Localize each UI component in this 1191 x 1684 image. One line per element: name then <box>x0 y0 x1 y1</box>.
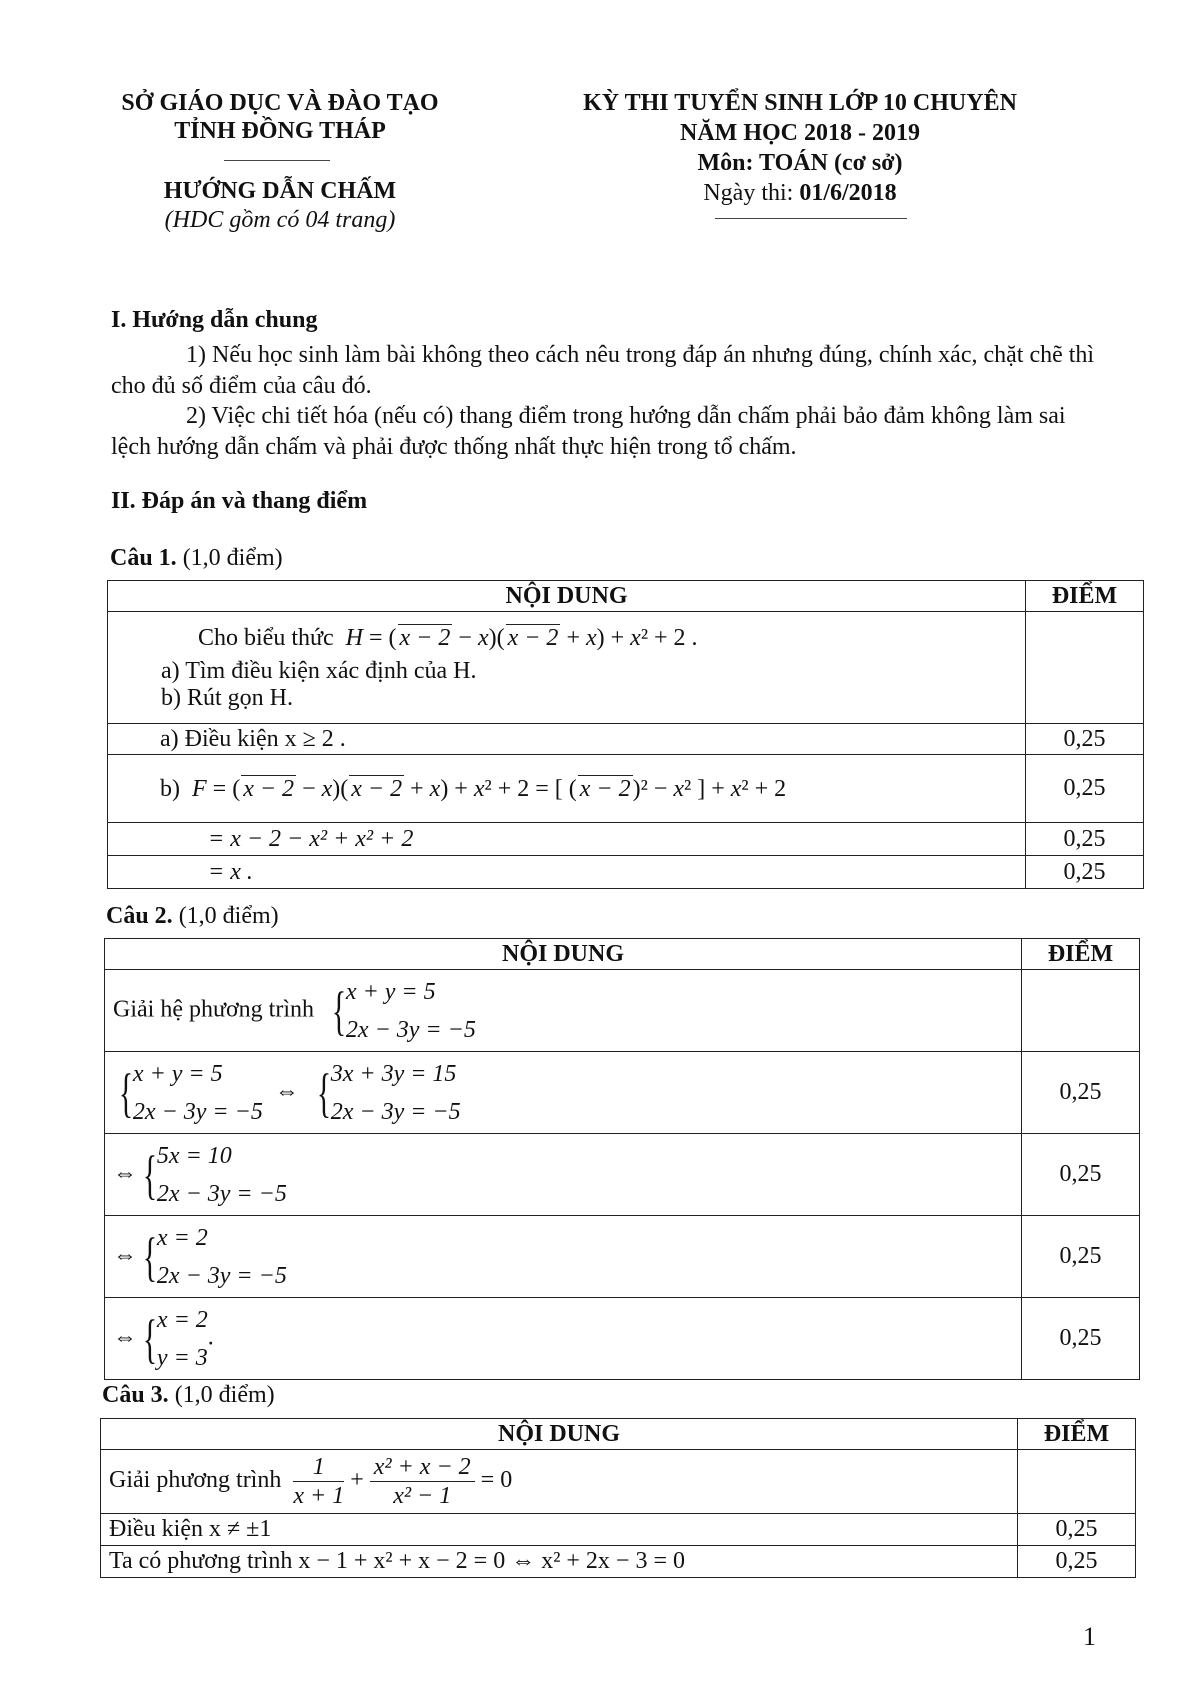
q1-table <box>107 580 1144 889</box>
section-1-para-2: 2) Việc chi tiết hóa (nếu có) thang điểm trong hướng dẫn chấm phải bảo đảm không làm sai lệch hướng dẫn chấm và phải được thống nhất thực hiện trong tổ chấm. <box>111 403 1066 460</box>
q2-step-4-score: 0,25 <box>1022 1298 1140 1380</box>
q1-prompt-text: Cho biểu thức <box>198 624 334 651</box>
q3-header-score: ĐIỂM <box>1018 1419 1136 1450</box>
q2-step-1-score: 0,25 <box>1022 1052 1140 1134</box>
q3-cond-score: 0,25 <box>1018 1514 1136 1546</box>
q3-fraction-2: $\frac{\text{x² + x − 2}}{\text{x² − 1}}$ <box>370 1453 475 1510</box>
q2-step-3-content: ⇔ { x = 2 2x − 3y = −5 <box>105 1216 1022 1298</box>
dept-line-1: SỞ GIÁO DỤC VÀ ĐÀO TẠO <box>121 90 439 116</box>
q2-step-3 <box>105 1216 1140 1298</box>
q1-row-a <box>108 724 1144 755</box>
q2-step-3-eq1: x = 2 <box>156 1224 208 1251</box>
q2-step-1-left-eq2: 2x − 3y = −5 <box>132 1098 263 1125</box>
q3-heading <box>102 1382 275 1409</box>
q3-row-step <box>101 1546 1136 1578</box>
q2-step-2-content: ⇔ { 5x = 10 2x − 3y = −5 <box>105 1134 1022 1216</box>
q2-step-3-eq2: 2x − 3y = −5 <box>156 1262 287 1289</box>
section-1-para-1: 1) Nếu học sinh làm bài không theo cách nêu trong đáp án nhưng đúng, chính xác, chặt chẽ thì cho đủ số điểm của câu đó. <box>111 342 1095 399</box>
q1-row-c <box>108 823 1144 856</box>
q1-points: (1,0 điểm) <box>182 545 283 571</box>
q1-heading <box>110 545 283 572</box>
q2-step-2-eq1: 5x = 10 <box>156 1142 232 1169</box>
q1-prompt-score <box>1026 612 1144 724</box>
header-rule-right <box>715 218 907 219</box>
q2-step-4-eq1: x = 2 <box>156 1306 208 1333</box>
q2-header-content: NỘI DUNG <box>105 939 1022 970</box>
q2-step-1-right-eq2: 2x − 3y = −5 <box>330 1098 461 1125</box>
q2-system-eq1: x + y = 5 <box>345 978 436 1005</box>
q3-step-score: 0,25 <box>1018 1546 1136 1578</box>
q2-heading <box>106 903 279 930</box>
q1-row-d-text: = x . <box>108 856 1026 889</box>
q1-row-c-score: 0,25 <box>1026 823 1144 856</box>
q3-prompt-text: Giải phương trình <box>109 1467 282 1494</box>
q2-step-2-eq2: 2x − 3y = −5 <box>156 1180 287 1207</box>
header-rule-left <box>224 160 330 161</box>
exam-line-1: KỲ THI TUYỂN SINH LỚP 10 CHUYÊN <box>583 90 1017 116</box>
q2-prompt-score <box>1022 970 1140 1052</box>
q1-row-a-text: a) Điều kiện x ≥ 2 . <box>108 724 1026 755</box>
q2-table <box>104 938 1140 1380</box>
exam-line-2: NĂM HỌC 2018 - 2019 <box>680 120 920 146</box>
dept-line-2: TỈNH ĐỒNG THÁP <box>174 118 386 144</box>
q3-fraction-1: $\frac{1}{x + 1}$ <box>293 1454 345 1509</box>
exam-subject: Môn: TOÁN (cơ sở) <box>697 150 903 176</box>
q2-step-1 <box>105 1052 1140 1134</box>
guide-title: HƯỚNG DẪN CHẤM <box>163 178 397 204</box>
q2-step-4 <box>105 1298 1140 1380</box>
q3-cond: Điều kiện x ≠ ±1 <box>101 1514 1018 1546</box>
q2-header-score: ĐIỂM <box>1022 939 1140 970</box>
exam-date-label: Ngày thi: <box>703 180 800 206</box>
q1-header-score: ĐIỂM <box>1026 581 1144 612</box>
q2-step-4-content: ⇔ { x = 2 y = 3 . <box>105 1298 1022 1380</box>
q2-step-1-content: { x + y = 5 2x − 3y = −5 ⇔ { 3x + 3y = 15 2x − 3y = −5 <box>105 1052 1022 1134</box>
q1-prompt-row <box>108 612 1144 724</box>
exam-date-value: 01/6/2018 <box>799 180 897 206</box>
q3-label: Câu 3. <box>102 1382 169 1408</box>
q2-step-2-score: 0,25 <box>1022 1134 1140 1216</box>
q2-step-4-eq2: y = 3 <box>156 1344 208 1371</box>
q2-label: Câu 2. <box>106 903 173 929</box>
page-number: 1 <box>1083 1622 1096 1651</box>
q3-points: (1,0 điểm) <box>174 1382 275 1408</box>
q2-system-eq2: 2x − 3y = −5 <box>345 1016 476 1043</box>
exam-date <box>540 178 1060 208</box>
q2-system: { x + y = 5 2x − 3y = −5 <box>326 973 476 1049</box>
q3-prompt-score <box>1018 1450 1136 1514</box>
q3-prompt: Giải phương trình $\frac{1}{x + 1}$ + $\frac{\text{x² + x − 2}}{\text{x² − 1}}$ = 0 <box>101 1450 1018 1514</box>
q3-step: Ta có phương trình x − 1 + x² + x − 2 = 0 ⇔ x² + 2x − 3 = 0 <box>101 1546 1018 1578</box>
q1-row-b <box>108 755 1144 823</box>
q1-row-b-content: b) F = ( x − 2 − x)( x − 2 + x) + x² + 2 = [ ( x − 2)² − x² ] + x² + 2 <box>108 755 1026 823</box>
q1-row-d <box>108 856 1144 889</box>
q3-table <box>100 1418 1136 1578</box>
q1-prompt <box>108 612 1026 724</box>
q2-step-2 <box>105 1134 1140 1216</box>
q1-header-content: NỘI DUNG <box>108 581 1026 612</box>
q2-prompt <box>105 970 1022 1052</box>
section-2-title: II. Đáp án và thang điểm <box>111 488 368 514</box>
q1-expression: Cho biểu thức H = ( x − 2 − x)( x − 2 + x) + x² + 2 . <box>198 624 698 651</box>
q2-step-1-left-eq1: x + y = 5 <box>132 1060 223 1087</box>
q2-prompt-row <box>105 970 1140 1052</box>
q1-prompt-a: a) Tìm điều kiện xác định của H. <box>161 657 477 684</box>
q1-row-d-score: 0,25 <box>1026 856 1144 889</box>
q2-step-1-right-eq1: 3x + 3y = 15 <box>330 1060 457 1087</box>
q1-row-b-label: b) <box>160 775 180 802</box>
q3-prompt-row <box>101 1450 1136 1514</box>
q1-label: Câu 1. <box>110 545 177 571</box>
q2-points: (1,0 điểm) <box>178 903 279 929</box>
q2-prompt-text: Giải hệ phương trình <box>113 996 314 1023</box>
q2-step-3-score: 0,25 <box>1022 1216 1140 1298</box>
q3-row-cond <box>101 1514 1136 1546</box>
q1-row-a-score: 0,25 <box>1026 724 1144 755</box>
section-1-title: I. Hướng dẫn chung <box>111 307 318 333</box>
q3-header-content: NỘI DUNG <box>101 1419 1018 1450</box>
q1-row-b-score: 0,25 <box>1026 755 1144 823</box>
q1-row-c-text: = x − 2 − x² + x² + 2 <box>108 823 1026 856</box>
q1-prompt-b: b) Rút gọn H. <box>161 684 293 711</box>
guide-subtitle: (HDC gồm có 04 trang) <box>164 207 396 233</box>
